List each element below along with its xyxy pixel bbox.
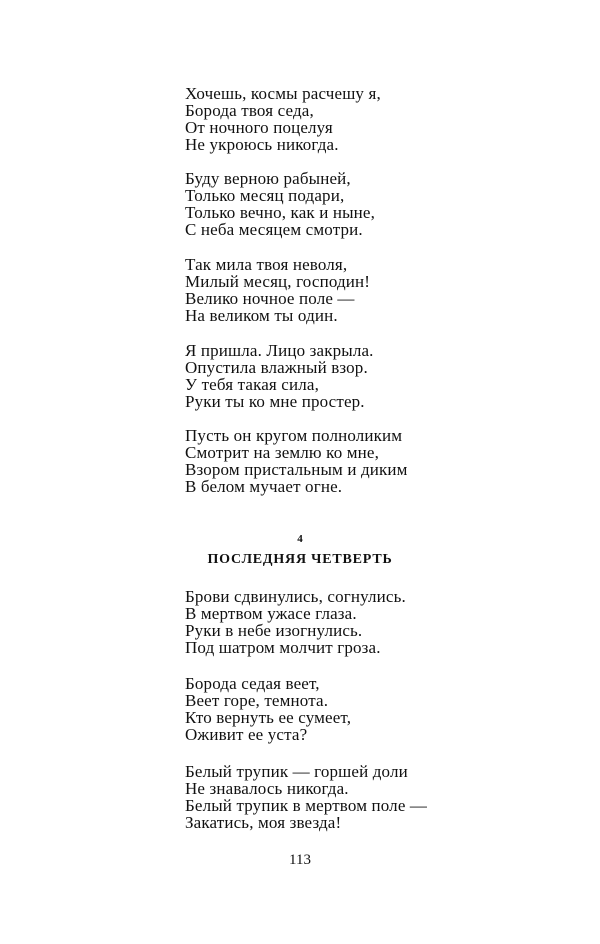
verse-line: Закатись, моя звезда! <box>185 813 342 832</box>
verse-line: Хочешь, космы расчешу я, <box>185 84 381 103</box>
verse-line: С неба месяцем смотри. <box>185 220 363 239</box>
verse-line: Пусть он кругом полноликим <box>185 426 403 445</box>
section-title: ПОСЛЕДНЯЯ ЧЕТВЕРТЬ <box>207 552 393 567</box>
verse-line: Белый трупик — горшей доли <box>185 762 408 781</box>
verse-line: Борода седая веет, <box>185 674 320 693</box>
verse-line: На великом ты один. <box>185 306 338 325</box>
page-number: 113 <box>289 852 311 868</box>
stanza <box>185 588 406 656</box>
stanza <box>185 763 427 831</box>
stanza <box>185 256 370 324</box>
verse-line: Так мила твоя неволя, <box>185 255 348 274</box>
stanza <box>185 427 408 495</box>
verse-line: Милый месяц, господин! <box>185 272 371 291</box>
stanza <box>185 675 351 743</box>
verse-line: Смотрит на землю ко мне, <box>185 443 380 462</box>
verse-line: Буду верною рабыней, <box>185 169 351 188</box>
verse-line: Белый трупик в мертвом поле — <box>185 796 428 815</box>
stanza <box>185 170 375 238</box>
verse-line: Велико ночное поле — <box>185 289 355 308</box>
verse-line: От ночного поцелуя <box>185 118 333 137</box>
verse-line: Руки ты ко мне простер. <box>185 392 365 411</box>
section-number: 4 <box>297 533 303 545</box>
stanza <box>185 85 381 153</box>
verse-line: В белом мучает огне. <box>185 477 343 496</box>
verse-line: У тебя такая сила, <box>185 375 319 394</box>
verse-line: Под шатром молчит гроза. <box>185 638 381 657</box>
verse-line: Только вечно, как и ныне, <box>185 203 376 222</box>
verse-line: Брови сдвинулись, согнулись. <box>185 587 406 606</box>
verse-line: Только месяц подари, <box>185 186 345 205</box>
stanza <box>185 342 374 410</box>
verse-line: Я пришла. Лицо закрыла. <box>185 341 374 360</box>
verse-line: Руки в небе изогнулись. <box>185 621 363 640</box>
verse-line: Кто вернуть ее сумеет, <box>185 708 352 727</box>
verse-line: Веет горе, темнота. <box>185 691 329 710</box>
verse-line: В мертвом ужасе глаза. <box>185 604 357 623</box>
verse-line: Оживит ее уста? <box>185 725 308 744</box>
verse-line: Не знавалось никогда. <box>185 779 349 798</box>
verse-line: Не укроюсь никогда. <box>185 135 339 154</box>
verse-line: Взором пристальным и диким <box>185 460 408 479</box>
verse-line: Борода твоя седа, <box>185 101 314 120</box>
verse-line: Опустила влажный взор. <box>185 358 368 377</box>
